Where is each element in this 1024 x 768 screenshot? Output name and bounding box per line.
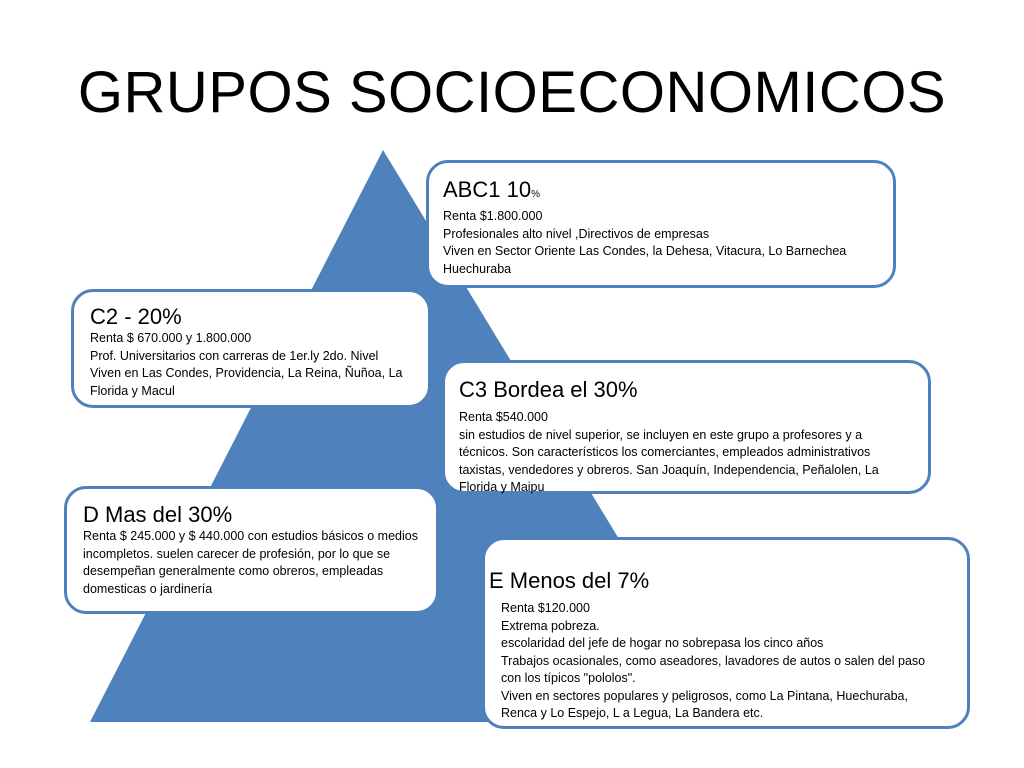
group-c2-line: Florida y Macul xyxy=(90,383,175,398)
group-c3-line: Renta $540.000 xyxy=(459,410,548,424)
group-c2-box xyxy=(71,289,431,408)
group-abc1-line: Viven en Sector Oriente Las Condes, la Dehesa, Vitacura, Lo Barnechea xyxy=(443,244,847,258)
group-d-line: desempeñan generalmente como obreros, empleadas xyxy=(83,564,384,578)
group-c3-line: sin estudios de nivel superior, se incluyen en este grupo a profesores y a xyxy=(459,427,863,442)
group-e-line: Viven en sectores populares y peligrosos, como La Pintana, Huechuraba, xyxy=(501,688,908,703)
group-c2-title: C2 - 20% xyxy=(90,304,182,329)
group-c2-line: Prof. Universitarios con carreras de 1er.ly 2do. Nivel xyxy=(90,348,379,363)
group-c3-line: Florida y Maipu xyxy=(459,480,545,494)
group-e-title: E Menos del 7% xyxy=(489,568,650,593)
slide-title: GRUPOS SOCIOECONOMICOS xyxy=(77,60,947,125)
group-c2-line: Renta $ 670.000 y 1.800.000 xyxy=(90,331,252,345)
group-c3-title: C3 Bordea el 30% xyxy=(459,377,638,402)
group-d-line: Renta $ 245.000 y $ 440.000 con estudios básicos o medios xyxy=(83,529,418,543)
group-abc1-pct: % xyxy=(531,189,540,200)
group-c3-line: técnicos. Son característicos los comerciantes, empleados administrativos xyxy=(459,445,871,459)
group-c2-line: Viven en Las Condes, Providencia, La Reina, Ñuñoa, La xyxy=(90,366,403,380)
group-abc1-title xyxy=(443,177,879,208)
group-abc1-name: ABC1 10 xyxy=(443,177,532,202)
group-e-details xyxy=(489,600,957,723)
group-e-line: Renta $120.000 xyxy=(501,601,590,615)
group-abc1-line: Renta $1.800.000 xyxy=(443,209,543,223)
group-d-line: domesticas o jardinería xyxy=(83,581,213,596)
group-c3-box xyxy=(442,360,931,494)
group-d-line: incompletos. suelen carecer de profesión, por lo que se xyxy=(83,546,391,561)
group-e-line: Trabajos ocasionales, como aseadores, lavadores de autos o salen del paso xyxy=(501,653,926,668)
group-abc1-line: Huechuraba xyxy=(443,261,512,276)
group-abc1-box xyxy=(426,160,896,288)
group-c3-line: taxistas, vendedores y obreros. San Joaquín, Independencia, Peñalolen, La xyxy=(459,462,879,477)
group-e-line: Extrema pobreza. xyxy=(501,618,600,633)
group-e-line: escolaridad del jefe de hogar no sobrepasa los cinco años xyxy=(501,636,824,650)
group-e-line: con los típicos "pololos". xyxy=(501,671,636,685)
group-d-title: D Mas del 30% xyxy=(83,502,233,527)
group-d-box xyxy=(64,486,439,614)
group-abc1-line: Profesionales alto nivel ,Directivos de empresas xyxy=(443,226,710,241)
group-e-line: Renca y Lo Espejo, L a Legua, La Bandera etc. xyxy=(501,706,764,720)
group-e-box xyxy=(482,537,970,729)
